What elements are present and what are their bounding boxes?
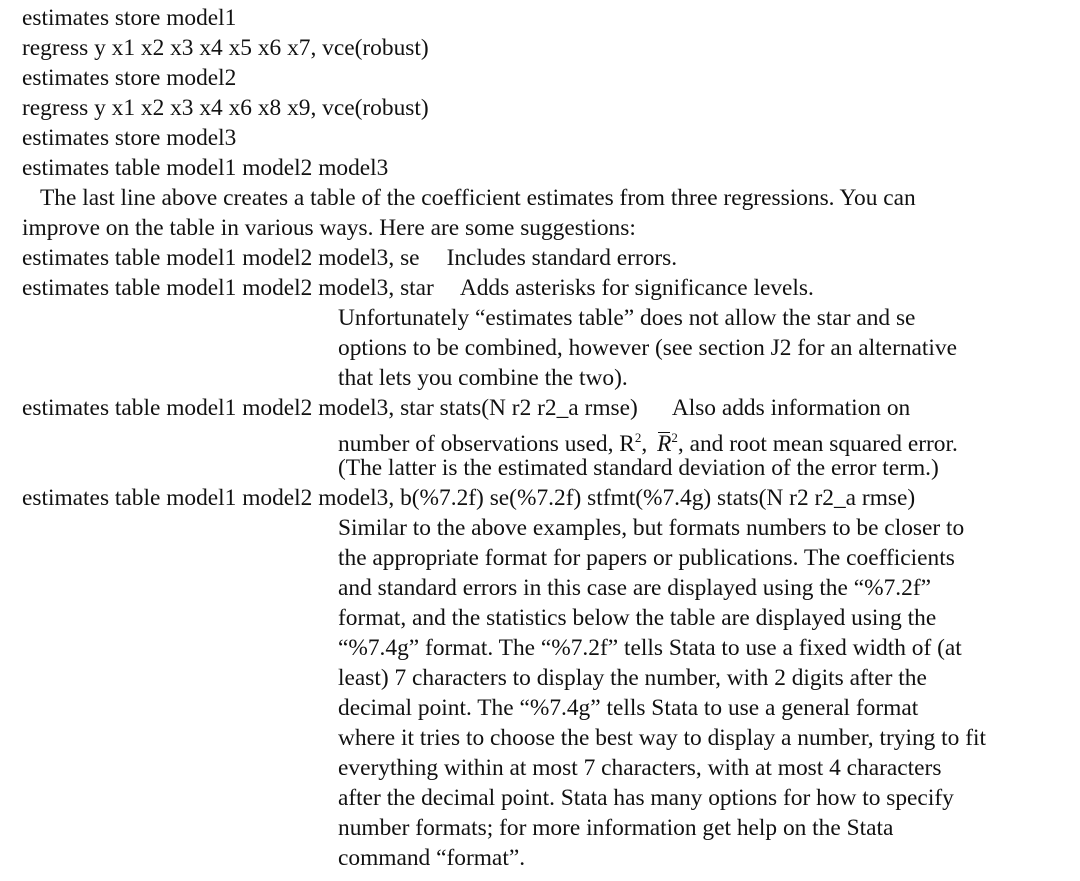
suggestion-format-note-line: everything within at most 7 characters, with at most 4 characters [338, 755, 942, 781]
suggestion-stats [22, 393, 910, 423]
suggestion-se-command: estimates table model1 model2 model3, se [22, 245, 420, 271]
suggestion-stats-note-line-1: number of observations used, $R^2$, $R^2$, and root mean squared error. [338, 430, 958, 457]
suggestion-format-note-line: “%7.4g” format. The “%7.2f” tells Stata to use a fixed width of (at [338, 635, 962, 661]
suggestion-format-note-line: where it tries to choose the best way to display a number, trying to fit [338, 725, 987, 751]
suggestion-stats-note-line-2: (The latter is the estimated standard deviation of the error term.) [338, 455, 939, 481]
suggestion-format-note-line: format, and the statistics below the table are displayed using the [338, 605, 937, 631]
suggestion-star-note-line: that lets you combine the two). [338, 365, 628, 391]
code-line-estimates-table: estimates table model1 model2 model3 [22, 155, 389, 181]
code-line-store-model2: estimates store model2 [22, 65, 237, 91]
suggestion-format-note-line: decimal point. The “%7.4g” tells Stata to use a general format [338, 695, 919, 721]
superscript-two: 2 [671, 430, 678, 445]
suggestion-star [22, 273, 814, 303]
suggestion-format-note-line: after the decimal point. Stata has many options for how to specify [338, 785, 954, 811]
superscript-two: 2 [634, 430, 642, 445]
code-line-store-model1: estimates store model1 [22, 5, 237, 31]
intro-paragraph-line-2: improve on the table in various ways. Here are some suggestions: [22, 215, 636, 241]
code-line-store-model3: estimates store model3 [22, 125, 237, 151]
suggestion-format-note-line: least) 7 characters to display the number, with 2 digits after the [338, 665, 927, 691]
suggestion-star-command: estimates table model1 model2 model3, star [22, 275, 434, 301]
suggestion-stats-command: estimates table model1 model2 model3, star stats(N r2 r2_a rmse) [22, 395, 638, 421]
code-line-regress-model3: regress y x1 x2 x3 x4 x6 x8 x9, vce(robust) [22, 95, 429, 121]
suggestion-stats-description: Also adds information on [671, 395, 911, 421]
suggestion-format-note-line: the appropriate format for papers or publications. The coefficients [338, 545, 955, 571]
r-bar-symbol: R [657, 430, 672, 457]
suggestion-star-note-line: Unfortunately “estimates table” does not allow the star and se [338, 305, 916, 331]
suggestion-se-description: Includes standard errors. [446, 245, 678, 271]
suggestion-format-note-line: Similar to the above examples, but formats numbers to be closer to [338, 515, 965, 541]
suggestion-format-note-line: number formats; for more information get help on the Stata [338, 815, 894, 841]
suggestion-star-note-line: options to be combined, however (see section J2 for an alternative [338, 335, 958, 361]
suggestion-format-command: estimates table model1 model2 model3, b(%7.2f) se(%7.2f) stfmt(%7.4g) stats(N r2 r2_a rmse) [22, 485, 916, 511]
intro-paragraph-line-1: The last line above creates a table of the coefficient estimates from three regressions. You can [40, 185, 916, 211]
code-line-regress-model2: regress y x1 x2 x3 x4 x5 x6 x7, vce(robust) [22, 35, 429, 61]
suggestion-format-note-line: command “format”. [338, 845, 526, 871]
suggestion-se [22, 243, 677, 273]
suggestion-format-note-line: and standard errors in this case are displayed using the “%7.2f” [338, 575, 932, 601]
suggestion-star-description: Adds asterisks for significance levels. [459, 275, 814, 301]
